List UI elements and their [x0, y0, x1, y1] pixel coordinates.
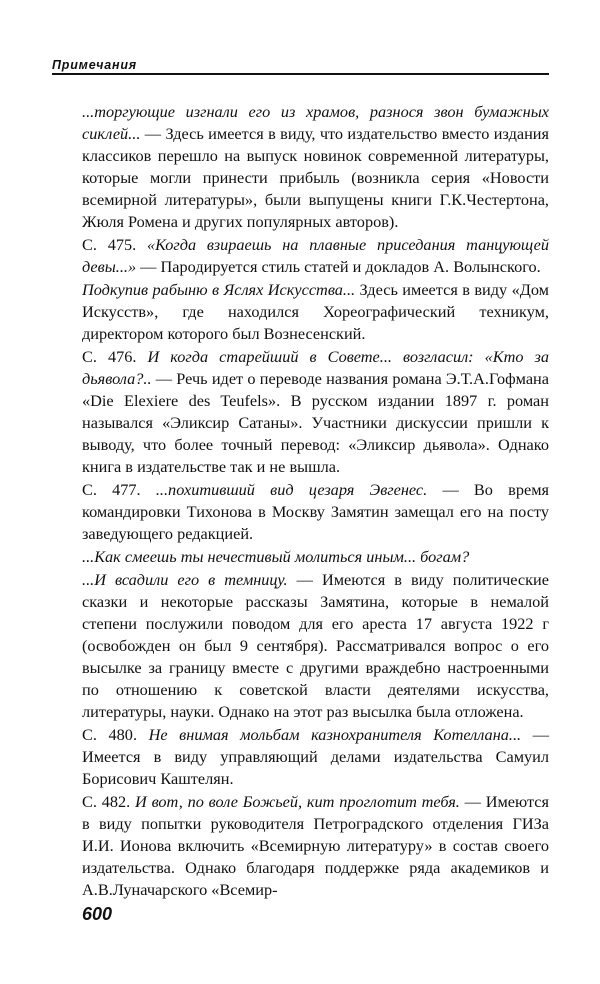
note-text: — Здесь имеется в виду, что издательство вместо издания классиков перешло на выпуск новинок современной литературы, которые могли принести прибыль (возникла серия «Новости всемирной литературы», были выпущены книги Г.К.Честертона, Жюля Ромена и других популярных авторов). — [82, 124, 549, 231]
note-quote: «Когда взираешь на плавные приседания танцующей девы...» — [82, 235, 549, 276]
note-page-ref: С. 477. — [82, 480, 156, 499]
note-paragraph — [82, 791, 549, 901]
note-quote: Не внимая мольбам казнохранителя Котеллана... — [148, 725, 522, 744]
note-paragraph — [82, 569, 549, 723]
note-quote: И когда старейший в Совете... возгласил: «Кто за дьявола?.. — [82, 347, 549, 388]
note-text: Здесь имеется в виду «Дом Искусств», где находился Хореографический техникум, директором которого был Вознесенский. — [82, 280, 549, 343]
note-text: — Имеются в виду политические сказки и некоторые рассказы Замятина, которые в немалой степени послужили поводом для его ареста 17 августа 1922 г (освобожден он был 9 сентября). Рассматривался вопрос о его высылке за границу вместе с другими враждебно настроенными по отношению к советской власти деятелями искусства, литературы, науки. Однако на этот раз высылка была отложена. — [82, 570, 549, 721]
note-paragraph — [82, 101, 549, 233]
note-page-ref: С. 476. — [82, 347, 148, 366]
note-paragraph — [82, 279, 549, 345]
note-paragraph — [82, 479, 549, 545]
note-text: — Имеются в виду попытки руководителя Петроградского отделения ГИЗа И.И. Ионова включить «Всемирную литературу» в состав своего издательства. Однако благодаря поддержке ряда академиков и А.В.Луначарского «Всемир- — [82, 792, 549, 899]
note-page-ref: С. 482. — [82, 792, 136, 811]
note-quote: И вот, по воле Божьей, кит проглотит тебя. — [135, 792, 460, 811]
note-paragraph — [82, 546, 549, 568]
note-text: — Пародируется стиль статей и докладов А. Волынского. — [136, 257, 541, 276]
notes-body — [82, 101, 549, 902]
note-paragraph — [82, 346, 549, 478]
note-text: — Речь идет о переводе названия романа Э.Т.А.Гофмана «Die Elexiere des Teufels». В русском издании 1897 г. роман назывался «Эликсир Сатаны». Участники дискуссии пришли к выводу, что более точный перевод: «Эликсир дьявола». Однако книга в издательстве так и не вышла. — [82, 369, 549, 476]
note-quote: Подкупив рабыню в Яслях Искусства... — [82, 280, 356, 299]
running-head: Примечания — [52, 58, 137, 72]
note-paragraph — [82, 724, 549, 790]
note-text: — Во время командировки Тихонова в Москву Замятин замещал его на посту заведующего редакцией. — [82, 480, 549, 543]
note-quote: ...похитивший вид цезаря Эвгенес. — [155, 480, 428, 499]
note-paragraph — [82, 234, 549, 278]
note-quote: ...И всадили его в темницу. — [82, 570, 288, 589]
header-rule — [52, 73, 549, 75]
note-page-ref: С. 480. — [82, 725, 149, 744]
note-quote: ...торгующие изгнали его из храмов, разнося звон бумажных сиклей... — [82, 102, 549, 143]
page-number: 600 — [82, 904, 113, 924]
note-page-ref: С. 475. — [82, 235, 147, 254]
note-quote: ...Как смеешь ты нечестивый молиться иным... богам? — [82, 547, 470, 566]
note-text: — Имеется в виду управляющий делами издательства Самуил Борисович Каштелян. — [82, 725, 549, 788]
